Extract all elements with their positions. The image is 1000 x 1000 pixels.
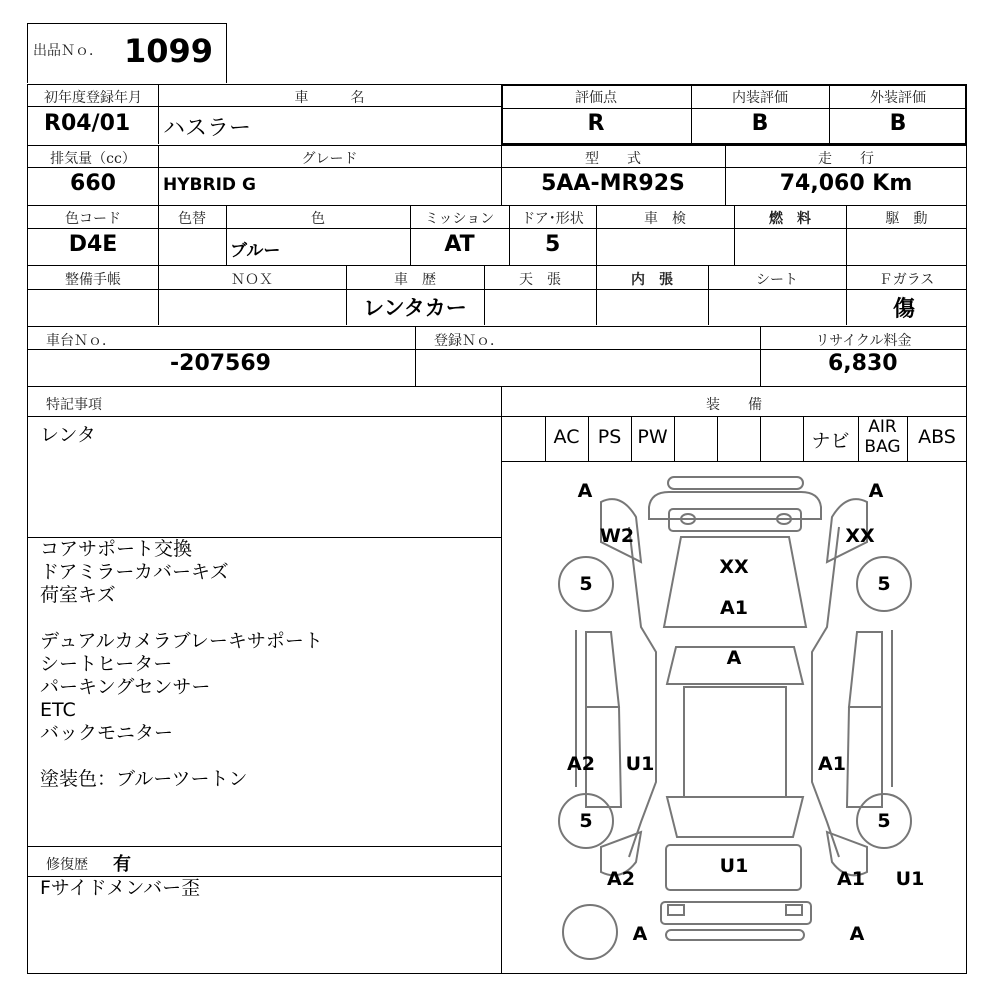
- fuel-label: 燃 料: [769, 211, 811, 227]
- damage-mark: A: [849, 923, 865, 945]
- door-value: 5: [545, 232, 561, 257]
- front-glass-label: Ｆガラス: [878, 272, 935, 288]
- model-label: 型 式: [585, 151, 641, 167]
- score-label: 評価点: [575, 90, 617, 106]
- mileage-label: 走 行: [818, 151, 874, 167]
- equipment-abs: ABS: [918, 426, 956, 448]
- damage-mark: A1: [720, 597, 748, 619]
- equipment-col: [717, 416, 718, 461]
- damage-mark: A1: [837, 868, 865, 890]
- row-divider: [27, 265, 967, 266]
- recycle-fee-label: リサイクル料金: [815, 333, 912, 349]
- damage-mark: 5: [877, 810, 891, 832]
- color-code-value: D4E: [68, 232, 118, 257]
- lot-number-label: 出品Ｎｏ．: [33, 43, 103, 59]
- lot-number-value: 1099: [124, 32, 214, 70]
- row-divider: [27, 386, 967, 387]
- equipment-label: 装 備: [706, 397, 762, 413]
- color-value: ブルー: [230, 241, 281, 261]
- score-value: R: [587, 111, 605, 136]
- row-divider: [27, 289, 967, 290]
- repair-detail: Fサイドメンバー歪: [40, 877, 201, 899]
- damage-mark: A: [726, 647, 742, 669]
- row-divider: [27, 145, 967, 146]
- row-divider: [27, 228, 967, 229]
- col-divider: [415, 326, 416, 386]
- recycle-fee-value: 6,830: [828, 351, 898, 376]
- damage-mark: A2: [567, 753, 595, 775]
- roof-label: 天 張: [519, 272, 561, 288]
- damage-mark: XX: [719, 556, 749, 578]
- damage-mark: 5: [579, 573, 593, 595]
- interior-score-label: 内装評価: [732, 90, 788, 106]
- notes-block: コアサポート交換 ドアミラーカバーキズ 荷室キズ デュアルカメラブレーキサポート シートヒーター パーキングセンサー ETC バックモニター 塗装色：ブルーツートン: [40, 538, 323, 790]
- damage-mark: U1: [895, 868, 925, 890]
- damage-mark: A: [868, 480, 884, 502]
- front-glass-value: 傷: [893, 296, 916, 322]
- damage-mark: 5: [579, 810, 593, 832]
- damage-mark: A1: [818, 753, 846, 775]
- interior-trim-label: 内 張: [631, 272, 673, 288]
- damage-mark: A: [632, 923, 648, 945]
- inspection-label: 車 検: [644, 211, 686, 227]
- damage-mark: U1: [719, 855, 749, 877]
- displacement-label: 排気量（cc）: [50, 151, 136, 167]
- damage-mark: A2: [607, 868, 635, 890]
- grade-label: グレード: [301, 151, 358, 167]
- row-divider: [27, 416, 967, 417]
- equipment-navi: ナビ: [811, 430, 850, 452]
- displacement-value: 660: [70, 171, 116, 196]
- history-label: 車 歴: [394, 272, 436, 288]
- damage-mark: U1: [625, 753, 655, 775]
- repair-history-value: 有: [113, 854, 131, 875]
- equipment-pw: PW: [637, 426, 668, 448]
- color-label: 色: [311, 211, 325, 227]
- mileage-value: 74,060 Km: [779, 171, 913, 196]
- equipment-ac: AC: [553, 426, 580, 448]
- color-code-label: 色コード: [65, 211, 121, 227]
- car-name-label: 車 名: [294, 90, 365, 106]
- exterior-score-value: B: [889, 111, 907, 136]
- damage-mark: 5: [877, 573, 891, 595]
- equipment-airbag: AIR BAG: [864, 417, 901, 457]
- repair-history-label: 修復歴: [46, 857, 88, 873]
- exterior-score-label: 外装評価: [870, 90, 926, 106]
- chassis-label: 車台Ｎｏ．: [46, 333, 116, 349]
- first-reg-label: 初年度登録年月: [44, 90, 142, 106]
- door-label: ドア･形状: [521, 211, 584, 227]
- drive-label: 駆 動: [885, 211, 928, 227]
- nox-label: ＮＯＸ: [231, 272, 273, 288]
- maintenance-label: 整備手帳: [65, 272, 121, 288]
- damage-mark: A: [577, 480, 593, 502]
- car-diagram: [501, 462, 967, 974]
- damage-mark: XX: [845, 525, 875, 547]
- mission-value: AT: [444, 232, 475, 257]
- equipment-col: [674, 416, 675, 461]
- first-reg-value: R04/01: [44, 111, 131, 136]
- repair-divider: [27, 846, 501, 847]
- notes-line: レンタ: [40, 424, 96, 446]
- model-value: 5AA-MR92S: [541, 171, 685, 196]
- seat-label: シート: [756, 272, 798, 288]
- interior-score-value: B: [751, 111, 769, 136]
- damage-mark: W2: [599, 525, 635, 547]
- equipment-col: [760, 416, 761, 461]
- equipment-ps: PS: [597, 426, 622, 448]
- notes-label: 特記事項: [46, 397, 102, 413]
- registration-label: 登録Ｎｏ．: [434, 333, 504, 349]
- grade-value: HYBRID G: [163, 175, 256, 195]
- row-divider: [27, 205, 967, 206]
- row-divider: [27, 326, 967, 327]
- mission-label: ミッション: [424, 211, 495, 227]
- repaint-label: 色替: [178, 211, 206, 227]
- car-name-value: ハスラー: [163, 116, 252, 141]
- chassis-value: -207569: [170, 351, 271, 376]
- history-value: レンタカー: [363, 296, 467, 320]
